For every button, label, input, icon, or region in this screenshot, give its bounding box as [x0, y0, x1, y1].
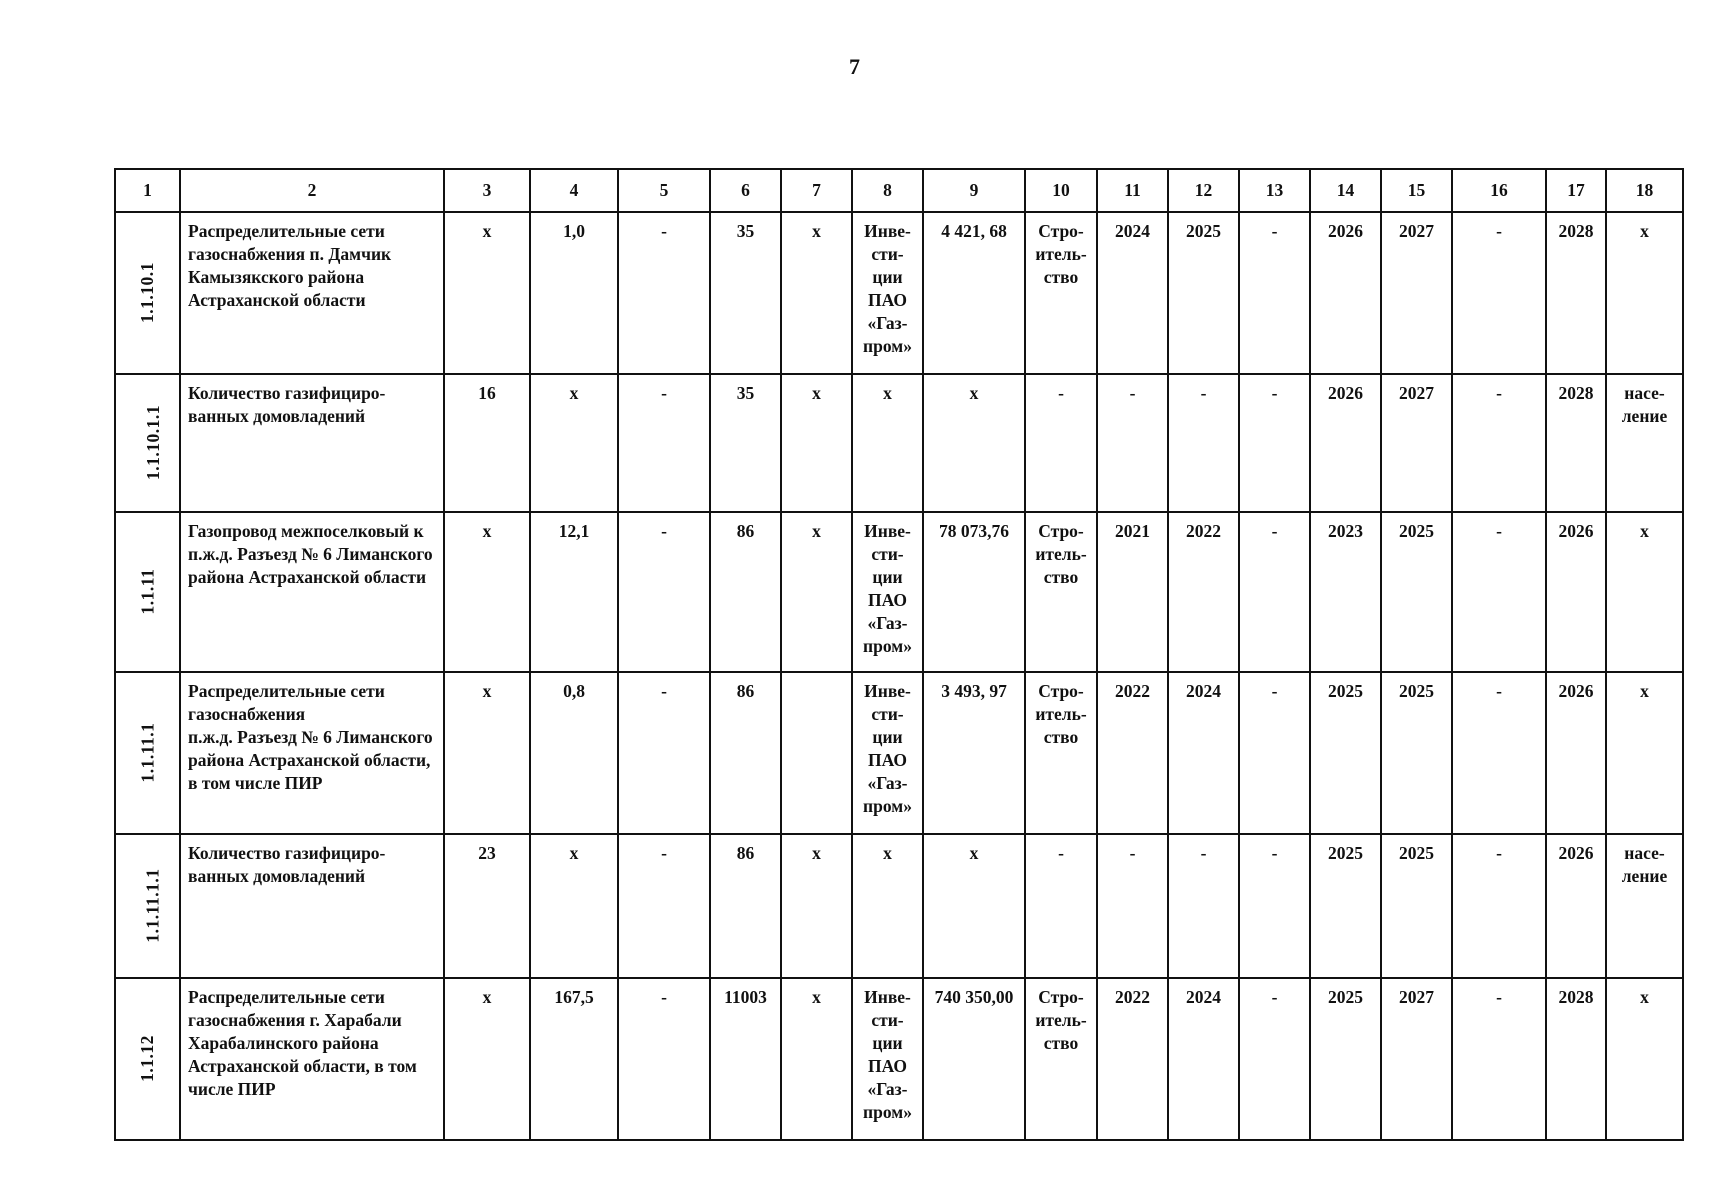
column-header: 2 [180, 169, 444, 212]
cell-col-7: х [781, 834, 852, 978]
row-name: Количество газифициро-ванных домовладений [180, 374, 444, 512]
cell-col-4: 1,0 [530, 212, 618, 374]
row-id-cell [115, 212, 180, 374]
column-header: 14 [1310, 169, 1381, 212]
cell-col-6: 35 [710, 374, 781, 512]
row-id: 1.1.11 [136, 569, 157, 615]
cell-col-14: 2026 [1310, 374, 1381, 512]
cell-col-3: х [444, 212, 530, 374]
cell-col-17: 2028 [1546, 212, 1606, 374]
cell-col-11: - [1097, 834, 1168, 978]
cell-col-16: - [1452, 978, 1546, 1140]
cell-col-11: 2021 [1097, 512, 1168, 672]
cell-col-4: х [530, 374, 618, 512]
cell-col-9: 4 421, 68 [923, 212, 1025, 374]
cell-col-8: Инве- сти- ции ПАО «Газ- пром» [852, 212, 923, 374]
cell-col-17: 2026 [1546, 672, 1606, 834]
column-header: 16 [1452, 169, 1546, 212]
cell-col-15: 2025 [1381, 672, 1452, 834]
cell-col-17: 2026 [1546, 834, 1606, 978]
column-header: 3 [444, 169, 530, 212]
cell-col-5: - [618, 212, 710, 374]
column-header: 18 [1606, 169, 1683, 212]
row-id: 1.1.10.1.1 [142, 405, 163, 481]
row-id-cell [115, 834, 180, 978]
cell-col-17: 2026 [1546, 512, 1606, 672]
cell-col-15: 2025 [1381, 834, 1452, 978]
cell-col-10: Стро- итель- ство [1025, 672, 1097, 834]
cell-col-9: 3 493, 97 [923, 672, 1025, 834]
cell-col-7: х [781, 512, 852, 672]
cell-col-6: 86 [710, 512, 781, 672]
cell-col-3: 16 [444, 374, 530, 512]
cell-col-12: 2025 [1168, 212, 1239, 374]
cell-col-9: 78 073,76 [923, 512, 1025, 672]
cell-col-8: Инве- сти- ции ПАО «Газ- пром» [852, 672, 923, 834]
cell-col-10: Стро- итель- ство [1025, 978, 1097, 1140]
row-name: Распределительные сети газоснабжения п.ж.д. Разъезд № 6 Лиманского района Астраханской области, в том числе ПИР [180, 672, 444, 834]
cell-col-5: - [618, 512, 710, 672]
cell-col-18: х [1606, 212, 1683, 374]
row-id-cell [115, 512, 180, 672]
column-header: 15 [1381, 169, 1452, 212]
table-row [115, 212, 1683, 374]
cell-col-3: х [444, 978, 530, 1140]
column-header: 17 [1546, 169, 1606, 212]
cell-col-6: 86 [710, 672, 781, 834]
cell-col-3: х [444, 512, 530, 672]
column-header: 10 [1025, 169, 1097, 212]
row-id-cell [115, 672, 180, 834]
row-name: Распределительные сети газоснабжения п. Дамчик Камызякского района Астраханской области [180, 212, 444, 374]
table-row [115, 512, 1683, 672]
cell-col-11: - [1097, 374, 1168, 512]
cell-col-14: 2025 [1310, 672, 1381, 834]
table-row [115, 672, 1683, 834]
row-id-cell [115, 978, 180, 1140]
column-header: 7 [781, 169, 852, 212]
cell-col-5: - [618, 374, 710, 512]
cell-col-11: 2024 [1097, 212, 1168, 374]
cell-col-12: 2024 [1168, 978, 1239, 1140]
cell-col-10: Стро- итель- ство [1025, 512, 1097, 672]
cell-col-5: - [618, 834, 710, 978]
cell-col-13: - [1239, 978, 1310, 1140]
cell-col-11: 2022 [1097, 672, 1168, 834]
cell-col-16: - [1452, 512, 1546, 672]
cell-col-4: 0,8 [530, 672, 618, 834]
cell-col-3: 23 [444, 834, 530, 978]
column-header: 5 [618, 169, 710, 212]
cell-col-7: х [781, 212, 852, 374]
cell-col-3: х [444, 672, 530, 834]
cell-col-6: 86 [710, 834, 781, 978]
cell-col-4: 167,5 [530, 978, 618, 1140]
table-row [115, 834, 1683, 978]
cell-col-14: 2023 [1310, 512, 1381, 672]
cell-col-6: 35 [710, 212, 781, 374]
cell-col-8: Инве- сти- ции ПАО «Газ- пром» [852, 512, 923, 672]
cell-col-16: - [1452, 212, 1546, 374]
cell-col-18: насе- ление [1606, 374, 1683, 512]
cell-col-12: 2024 [1168, 672, 1239, 834]
cell-col-9: х [923, 374, 1025, 512]
row-id: 1.1.12 [136, 1035, 157, 1083]
cell-col-15: 2027 [1381, 374, 1452, 512]
cell-col-10: - [1025, 834, 1097, 978]
column-header: 4 [530, 169, 618, 212]
cell-col-13: - [1239, 672, 1310, 834]
cell-col-12: - [1168, 374, 1239, 512]
column-header: 11 [1097, 169, 1168, 212]
cell-col-13: - [1239, 374, 1310, 512]
cell-col-14: 2026 [1310, 212, 1381, 374]
column-header: 9 [923, 169, 1025, 212]
cell-col-14: 2025 [1310, 834, 1381, 978]
row-id: 1.1.11.1 [136, 723, 157, 783]
cell-col-5: - [618, 672, 710, 834]
program-table [114, 168, 1684, 1141]
cell-col-4: 12,1 [530, 512, 618, 672]
cell-col-9: х [923, 834, 1025, 978]
cell-col-6: 11003 [710, 978, 781, 1140]
row-id: 1.1.11.1.1 [142, 868, 163, 944]
cell-col-18: х [1606, 512, 1683, 672]
table-row [115, 374, 1683, 512]
cell-col-7: х [781, 978, 852, 1140]
cell-col-7 [781, 672, 852, 834]
row-id-cell [115, 374, 180, 512]
column-header: 1 [115, 169, 180, 212]
cell-col-13: - [1239, 834, 1310, 978]
cell-col-8: Инве- сти- ции ПАО «Газ- пром» [852, 978, 923, 1140]
cell-col-13: - [1239, 512, 1310, 672]
cell-col-4: х [530, 834, 618, 978]
row-id: 1.1.10.1 [136, 262, 157, 324]
cell-col-12: 2022 [1168, 512, 1239, 672]
cell-col-5: - [618, 978, 710, 1140]
cell-col-10: Стро- итель- ство [1025, 212, 1097, 374]
cell-col-10: - [1025, 374, 1097, 512]
cell-col-16: - [1452, 834, 1546, 978]
cell-col-16: - [1452, 672, 1546, 834]
column-header: 12 [1168, 169, 1239, 212]
cell-col-18: насе- ление [1606, 834, 1683, 978]
cell-col-18: х [1606, 978, 1683, 1140]
cell-col-15: 2027 [1381, 212, 1452, 374]
cell-col-15: 2025 [1381, 512, 1452, 672]
cell-col-11: 2022 [1097, 978, 1168, 1140]
table-header-row [115, 169, 1683, 212]
cell-col-13: - [1239, 212, 1310, 374]
cell-col-15: 2027 [1381, 978, 1452, 1140]
column-header: 8 [852, 169, 923, 212]
column-header: 13 [1239, 169, 1310, 212]
cell-col-12: - [1168, 834, 1239, 978]
cell-col-14: 2025 [1310, 978, 1381, 1140]
cell-col-17: 2028 [1546, 374, 1606, 512]
cell-col-8: х [852, 374, 923, 512]
row-name: Количество газифициро-ванных домовладений [180, 834, 444, 978]
cell-col-18: х [1606, 672, 1683, 834]
cell-col-9: 740 350,00 [923, 978, 1025, 1140]
column-header: 6 [710, 169, 781, 212]
cell-col-16: - [1452, 374, 1546, 512]
row-name: Газопровод межпоселковый к п.ж.д. Разъезд № 6 Лиманского района Астраханской области [180, 512, 444, 672]
cell-col-8: х [852, 834, 923, 978]
page-number: 7 [849, 54, 860, 79]
cell-col-7: х [781, 374, 852, 512]
row-name: Распределительные сети газоснабжения г. Харабали Харабалинского района Астраханской области, в том числе ПИР [180, 978, 444, 1140]
cell-col-17: 2028 [1546, 978, 1606, 1140]
table-row [115, 978, 1683, 1140]
